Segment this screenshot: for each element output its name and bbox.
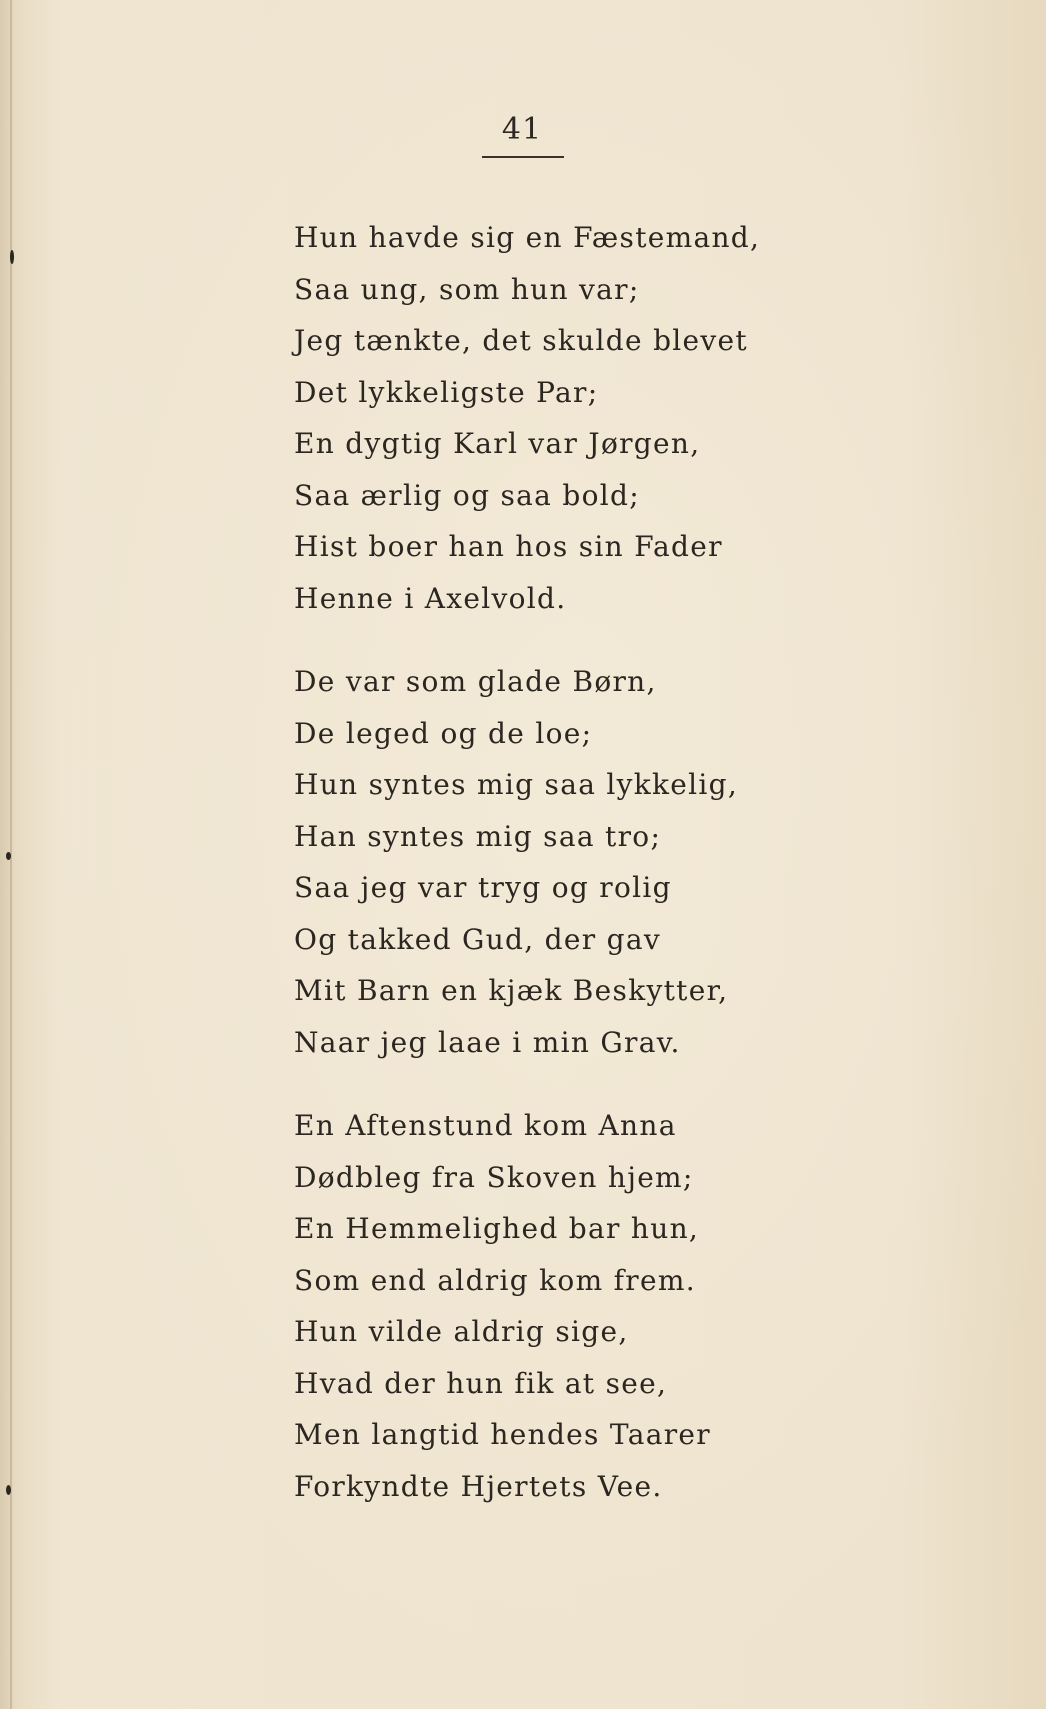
verse-line: De leged og de loe; bbox=[294, 716, 593, 750]
stanza-2 bbox=[294, 656, 738, 1068]
verse-line: Saa jeg var tryg og rolig bbox=[294, 871, 672, 904]
verse-line: Og takked Gud, der gav bbox=[294, 922, 661, 956]
ink-speck bbox=[6, 852, 11, 860]
verse-line: En dygtig Karl var Jørgen, bbox=[294, 427, 701, 460]
verse-line: En Hemmelighed bar hun, bbox=[294, 1212, 700, 1245]
verse-line: Jeg tænkte, det skulde blevet bbox=[294, 324, 748, 357]
verse-line: Hun vilde aldrig sige, bbox=[294, 1315, 629, 1348]
verse-line: Som end aldrig kom frem. bbox=[294, 1263, 696, 1297]
verse-line: Hun syntes mig saa lykkelig, bbox=[294, 768, 739, 801]
verse-line: Men langtid hendes Taarer bbox=[294, 1418, 711, 1451]
page-number-rule bbox=[482, 156, 564, 158]
verse-line: Det lykkeligste Par; bbox=[294, 375, 599, 409]
ink-speck bbox=[6, 1485, 11, 1495]
verse-line: Mit Barn en kjæk Beskytter, bbox=[294, 974, 729, 1007]
verse-line: Hist boer han hos sin Fader bbox=[294, 530, 723, 563]
page-number: 41 bbox=[501, 112, 543, 147]
verse-line: Naar jeg laae i min Grav. bbox=[294, 1025, 681, 1059]
verse-line: Henne i Axelvold. bbox=[294, 581, 567, 615]
verse-line: Hvad der hun fik at see, bbox=[294, 1366, 668, 1400]
verse-line: En Aftenstund kom Anna bbox=[294, 1109, 677, 1142]
verse-line: Hun havde sig en Fæstemand, bbox=[294, 221, 761, 254]
verse-line: Han syntes mig saa tro; bbox=[294, 819, 662, 853]
stanza-1 bbox=[294, 212, 760, 624]
verse-line: Forkyndte Hjertets Vee. bbox=[294, 1469, 663, 1503]
verse-line: Saa ærlig og saa bold; bbox=[294, 478, 640, 512]
verse-line: De var som glade Børn, bbox=[294, 665, 657, 698]
verse-line: Dødbleg fra Skoven hjem; bbox=[294, 1160, 694, 1194]
verse-line: Saa ung, som hun var; bbox=[294, 272, 640, 306]
ink-speck bbox=[10, 250, 14, 264]
stanza-3 bbox=[294, 1100, 711, 1512]
